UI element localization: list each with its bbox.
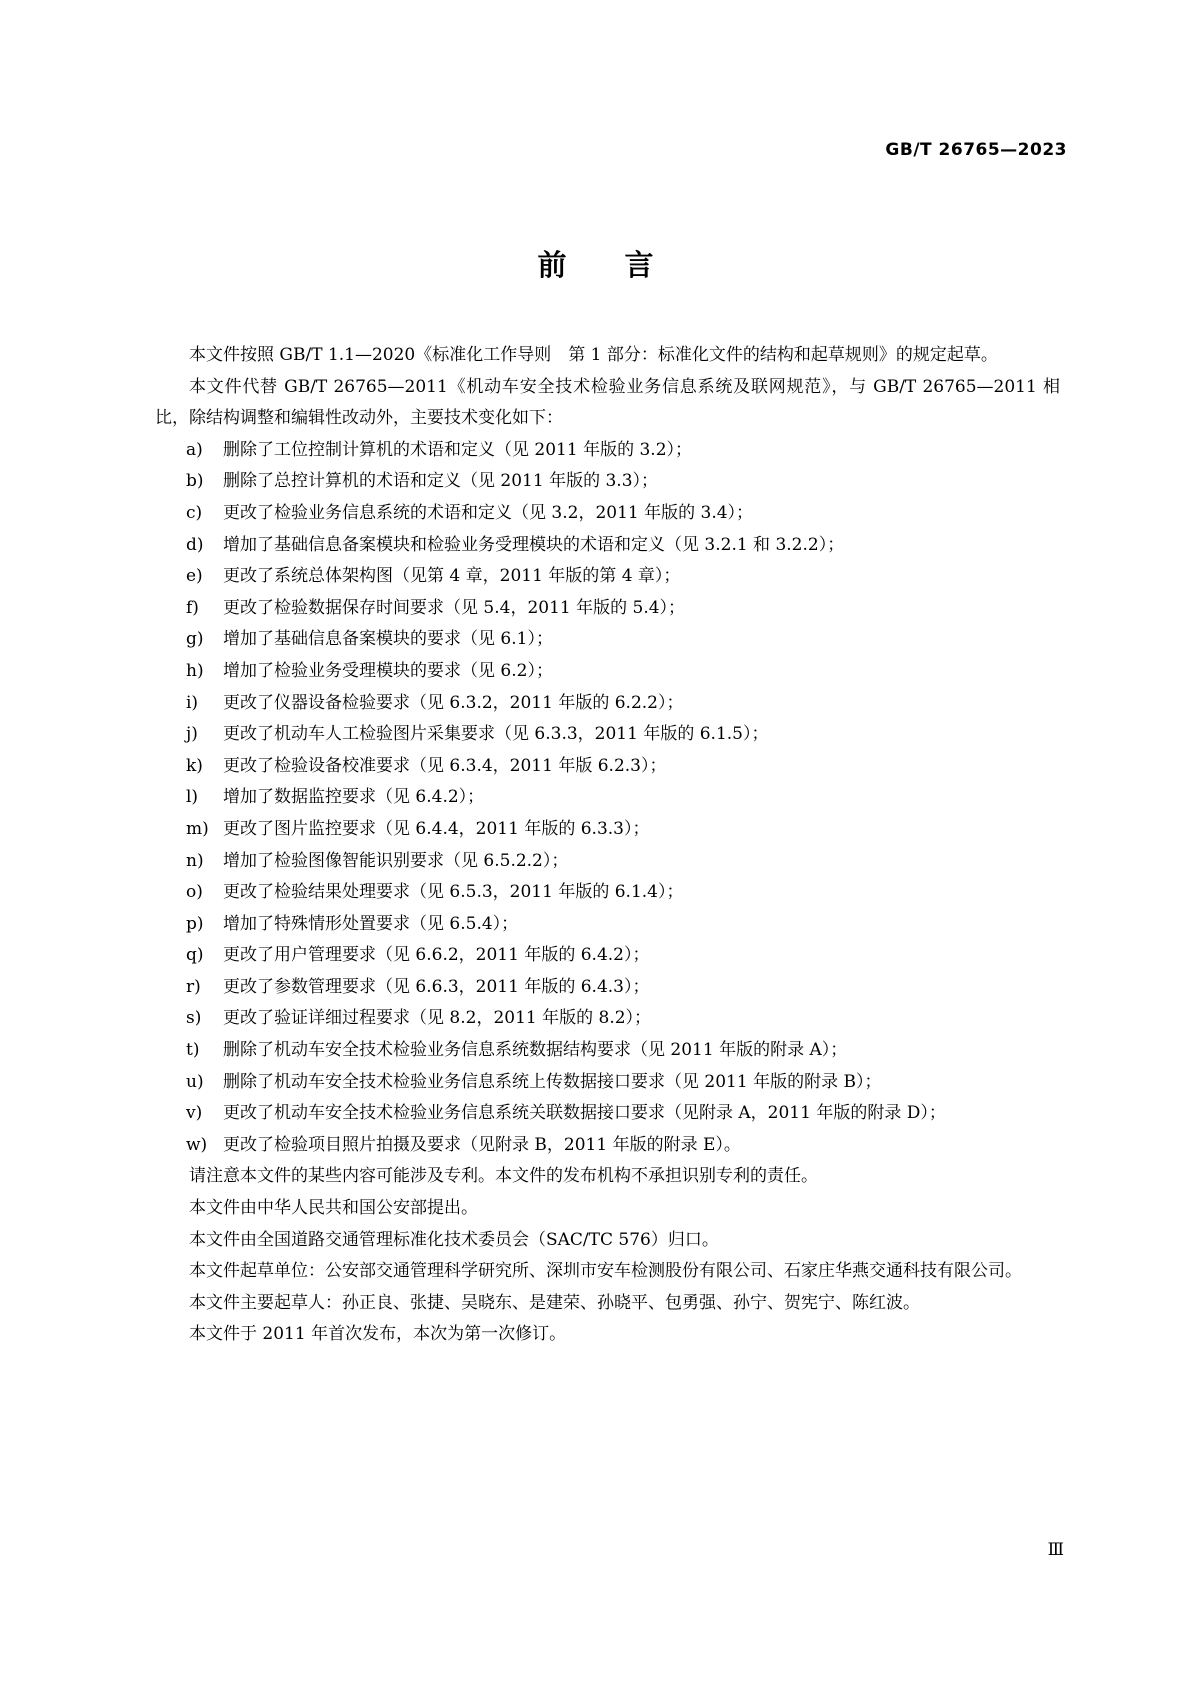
list-item-text: 更改了仪器设备检验要求（见 6.3.2，2011 年版的 6.2.2）； xyxy=(223,692,684,713)
list-marker: r) xyxy=(186,976,201,997)
list-item-text: 增加了检验业务受理模块的要求（见 6.2）； xyxy=(223,660,553,681)
list-item xyxy=(155,1130,1060,1162)
list-item xyxy=(155,624,1060,656)
list-marker: u) xyxy=(186,1071,204,1092)
list-item xyxy=(155,877,1060,909)
list-item-text: 更改了检验项目照片拍摄及要求（见附录 B，2011 年版的附录 E）。 xyxy=(223,1134,741,1155)
list-marker: o) xyxy=(186,882,203,903)
list-item xyxy=(155,498,1060,530)
list-item-text: 增加了特殊情形处置要求（见 6.5.4）； xyxy=(223,913,519,934)
list-item xyxy=(155,1098,1060,1130)
list-item xyxy=(155,1035,1060,1067)
list-marker: b) xyxy=(186,471,204,492)
list-marker: p) xyxy=(186,913,204,934)
list-marker: k) xyxy=(186,755,203,776)
list-item xyxy=(155,466,1060,498)
closing-paragraph: 请注意本文件的某些内容可能涉及专利。本文件的发布机构不承担识别专利的责任。 xyxy=(189,1166,818,1187)
closing-paragraph: 本文件起草单位：公安部交通管理科学研究所、深圳市安车检测股份有限公司、石家庄华燕交通科技有限公司。 xyxy=(189,1261,1022,1282)
intro-paragraph: 本文件按照 GB/T 1.1—2020《标准化工作导则 第 1 部分：标准化文件的结构和起草规则》的规定起草。 xyxy=(189,345,998,365)
list-item-text: 增加了基础信息备案模块和检验业务受理模块的术语和定义（见 3.2.1 和 3.2.2）； xyxy=(223,534,845,555)
list-item xyxy=(155,846,1060,878)
closing-paragraph: 本文件由中华人民共和国公安部提出。 xyxy=(189,1198,478,1219)
list-item-text: 删除了机动车安全技术检验业务信息系统上传数据接口要求（见 2011 年版的附录 B）； xyxy=(223,1071,882,1092)
list-item xyxy=(155,530,1060,562)
list-item-text: 更改了机动车人工检验图片采集要求（见 6.3.3，2011 年版的 6.1.5）； xyxy=(223,724,769,745)
list-marker: i) xyxy=(186,692,199,713)
list-marker: n) xyxy=(186,850,204,871)
list-item-text: 更改了图片监控要求（见 6.4.4，2011 年版的 6.3.3）； xyxy=(223,818,650,839)
standard-number: GB/T 26765—2023 xyxy=(885,140,1067,160)
list-marker: h) xyxy=(186,660,204,681)
list-marker: m) xyxy=(186,818,209,839)
list-item xyxy=(155,751,1060,783)
list-item-text: 增加了检验图像智能识别要求（见 6.5.2.2）； xyxy=(223,850,569,871)
list-item xyxy=(155,719,1060,751)
changes-list xyxy=(155,435,1060,1162)
list-item xyxy=(155,1003,1060,1035)
list-item-text: 更改了系统总体架构图（见第 4 章，2011 年版的第 4 章）； xyxy=(223,566,681,587)
closing-paragraph: 本文件由全国道路交通管理标准化技术委员会（SAC/TC 576）归口。 xyxy=(189,1229,719,1250)
list-item xyxy=(155,656,1060,688)
list-marker: j) xyxy=(186,724,198,745)
list-marker: c) xyxy=(186,502,203,523)
list-item xyxy=(155,909,1060,941)
list-item-text: 删除了工位控制计算机的术语和定义（见 2011 年版的 3.2）； xyxy=(223,439,693,460)
intro-paragraph: 本文件代替 GB/T 26765—2011《机动车安全技术检验业务信息系统及联网规范》，与 GB/T 26765—2011 相比，除结构调整和编辑性改动外，主要技术变化如下： xyxy=(155,376,1060,429)
page-number: Ⅲ xyxy=(1047,1540,1063,1560)
page-title: 前言 xyxy=(537,248,712,282)
list-item xyxy=(155,972,1060,1004)
list-item xyxy=(155,593,1060,625)
list-marker: w) xyxy=(186,1134,208,1155)
list-marker: l) xyxy=(186,787,199,808)
list-marker: f) xyxy=(186,597,199,618)
list-item-text: 增加了基础信息备案模块的要求（见 6.1）； xyxy=(223,629,553,650)
list-marker: t) xyxy=(186,1040,200,1061)
list-item-text: 更改了验证详细过程要求（见 8.2，2011 年版的 8.2）； xyxy=(223,1008,652,1029)
list-marker: e) xyxy=(186,566,203,587)
list-item xyxy=(155,940,1060,972)
list-marker: s) xyxy=(186,1008,202,1029)
list-item-text: 删除了总控计算机的术语和定义（见 2011 年版的 3.3）； xyxy=(223,471,659,492)
list-marker: v) xyxy=(186,1103,203,1124)
list-marker: q) xyxy=(186,945,204,966)
list-item xyxy=(155,814,1060,846)
list-marker: g) xyxy=(186,629,204,650)
list-item xyxy=(155,435,1060,467)
list-item-text: 增加了数据监控要求（见 6.4.2）； xyxy=(223,787,485,808)
list-item-text: 更改了检验设备校准要求（见 6.3.4，2011 年版 6.2.3）； xyxy=(223,755,667,776)
foreword-body xyxy=(155,340,1060,1351)
list-marker: d) xyxy=(186,534,204,555)
closing-paragraph: 本文件于 2011 年首次发布，本次为第一次修订。 xyxy=(189,1324,567,1345)
list-item-text: 更改了用户管理要求（见 6.6.2，2011 年版的 6.4.2）； xyxy=(223,945,650,966)
list-marker: a) xyxy=(186,439,203,460)
closing-paragraph: 本文件主要起草人：孙正良、张捷、吴晓东、是建荣、孙晓平、包勇强、孙宁、贺宪宁、陈红波。 xyxy=(189,1292,920,1313)
list-item-text: 更改了参数管理要求（见 6.6.3，2011 年版的 6.4.3）； xyxy=(223,976,650,997)
list-item xyxy=(155,561,1060,593)
list-item-text: 更改了检验结果处理要求（见 6.5.3，2011 年版的 6.1.4）； xyxy=(223,882,684,903)
list-item xyxy=(155,688,1060,720)
list-item-text: 更改了机动车安全技术检验业务信息系统关联数据接口要求（见附录 A，2011 年版的附录 D）； xyxy=(223,1103,946,1124)
list-item-text: 更改了检验数据保存时间要求（见 5.4，2011 年版的 5.4）； xyxy=(223,597,686,618)
list-item xyxy=(155,1067,1060,1099)
list-item-text: 删除了机动车安全技术检验业务信息系统数据结构要求（见 2011 年版的附录 A）； xyxy=(223,1040,848,1061)
list-item-text: 更改了检验业务信息系统的术语和定义（见 3.2，2011 年版的 3.4）； xyxy=(223,502,754,523)
list-item xyxy=(155,782,1060,814)
